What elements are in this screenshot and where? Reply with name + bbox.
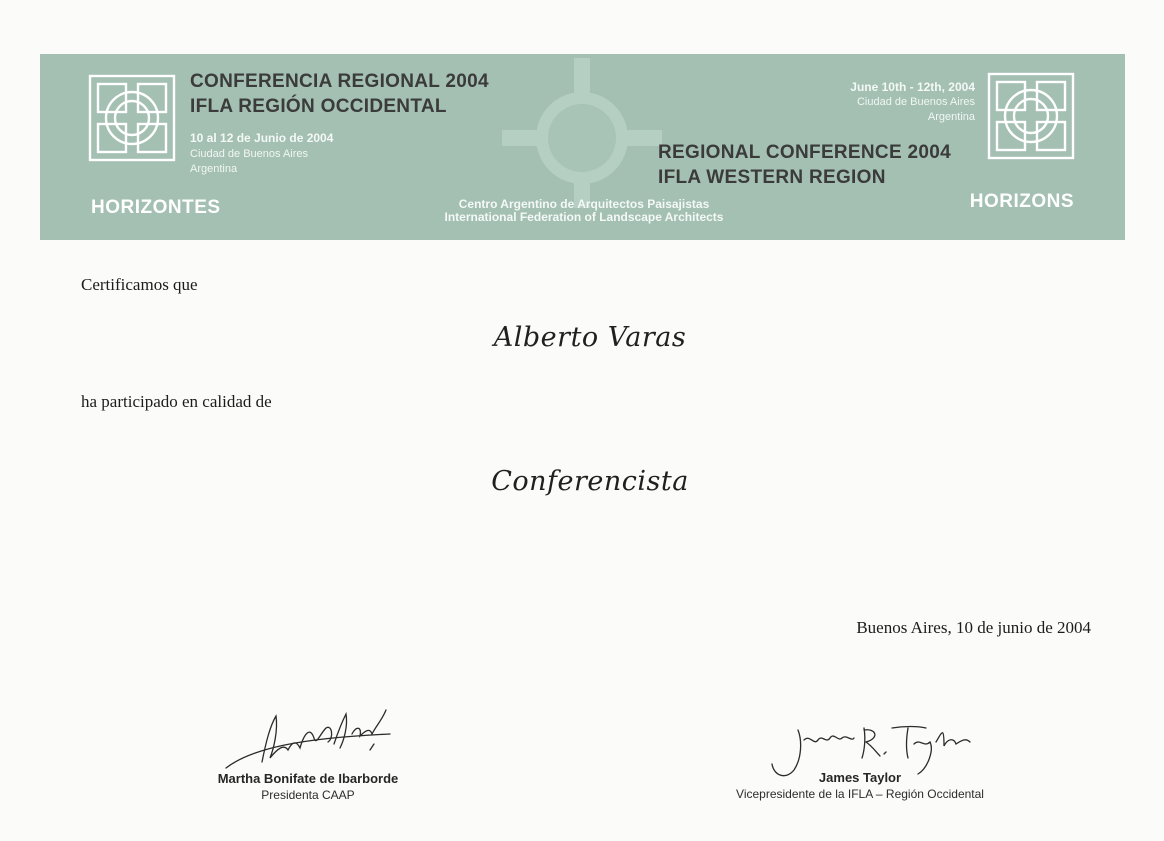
en-title-line-1: REGIONAL CONFERENCE 2004 [658, 142, 951, 163]
es-city: Ciudad de Buenos Aires [190, 148, 309, 160]
es-country: Argentina [190, 163, 238, 175]
signatory-2-name: James Taylor [818, 770, 902, 785]
signatory-1-name: Martha Bonifate de Ibarborde [217, 771, 399, 786]
en-horizons: HORIZONS [969, 191, 1074, 212]
en-dates: June 10th - 12th, 2004 [850, 80, 975, 94]
es-title-line-2: IFLA REGIÓN OCCIDENTAL [190, 96, 447, 117]
signatory-2-title: Vicepresidente de la IFLA – Región Occidental [736, 787, 984, 801]
en-city: Ciudad de Buenos Aires [856, 96, 975, 108]
participation-role: Conferencista [491, 466, 689, 497]
place-date: Buenos Aires, 10 de junio de 2004 [856, 618, 1091, 637]
recipient-name: Alberto Varas [493, 322, 687, 353]
ifla-emblem-left-icon [88, 74, 176, 162]
org-caap: Centro Argentino de Arquitectos Paisajistas [458, 197, 710, 211]
es-horizons: HORIZONTES [91, 197, 221, 218]
intro-text: Certificamos que [81, 275, 198, 294]
org-ifla: International Federation of Landscape Architects [444, 210, 724, 224]
role-intro-text: ha participado en calidad de [81, 392, 272, 411]
organizations [412, 198, 756, 224]
conference-banner [40, 54, 1125, 240]
signatory-1-title: Presidenta CAAP [261, 788, 355, 802]
signature-martha-bonifate [222, 704, 402, 776]
es-dates: 10 al 12 de Junio de 2004 [190, 131, 334, 145]
en-title-line-2: IFLA WESTERN REGION [658, 167, 886, 188]
es-title-line-1: CONFERENCIA REGIONAL 2004 [190, 71, 489, 92]
emblem-watermark-icon [502, 58, 662, 208]
ifla-emblem-right-icon [987, 72, 1075, 160]
en-country: Argentina [927, 111, 975, 123]
